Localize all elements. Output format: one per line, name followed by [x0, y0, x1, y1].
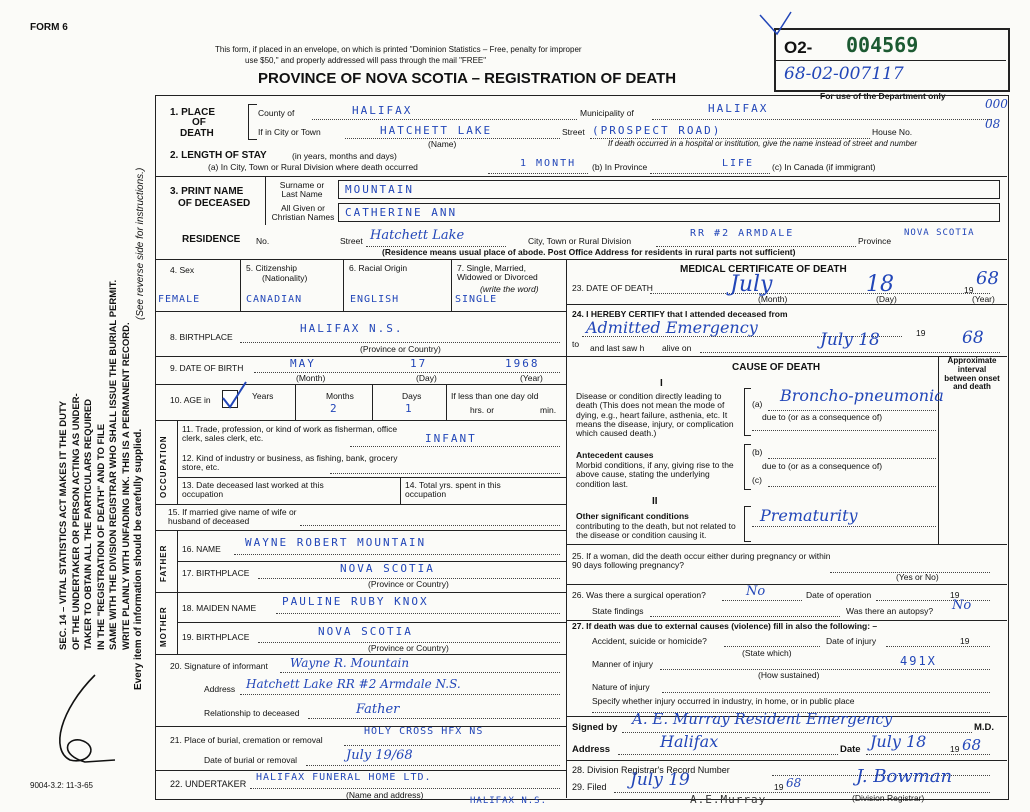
statute-text: SEC. 14 – VITAL STATISTICS ACT MAKES IT THE DUTY OF THE UNDERTAKER OR PERSON ACTING AS UNDER- TAKER TO OBTAIN ALL THE PARTICULARS REQUIRED IN THE "REGISTRATION OF DEATH" AND TO FILE SAME WITH THE DIVISION REGISTRAR WHO SHALL ISSUE THE BURIAL PERMIT. WRITE PLAINLY WITH UNFADING INK. THIS IS A PERMANENT RECORD. — [58, 279, 132, 650]
attended-year-value: 68 — [962, 328, 984, 348]
occupation-value: INFANT — [425, 432, 477, 445]
registrar-stamp: A.E.Murray — [690, 793, 767, 806]
given-names-value: CATHERINE ANN — [345, 206, 458, 219]
manner-of-injury-value: 491X — [900, 654, 937, 668]
dob-month-value: MAY — [290, 357, 316, 370]
stay-province-value: LIFE — [722, 158, 755, 169]
burial-date-value: July 19/68 — [346, 748, 413, 763]
informant-signature: Wayne R. Mountain — [290, 656, 410, 670]
corner-check-icon — [755, 10, 795, 40]
autopsy-value: No — [952, 598, 972, 613]
filed-year-value: 68 — [786, 776, 802, 790]
checkmark-icon — [220, 380, 250, 410]
reg-prefix: O2- — [784, 38, 813, 57]
physician-date: July 18 — [870, 732, 927, 751]
age-days-value: 1 — [405, 402, 414, 415]
registrar-signature: J. Bowman — [856, 766, 953, 787]
informant-relationship: Father — [356, 702, 400, 717]
residence-division-value: RR #2 ARMDALE — [690, 228, 795, 239]
father-name-value: WAYNE ROBERT MOUNTAIN — [245, 536, 427, 549]
reg-number: 004569 — [846, 33, 919, 57]
citizenship-value: CANADIAN — [246, 294, 303, 305]
dept-note: For use of the Department only — [820, 91, 946, 101]
county-value: HALIFAX — [352, 104, 413, 117]
burial-place-value: HOLY CROSS HFX NS — [364, 726, 484, 737]
cause-title: CAUSE OF DEATH — [732, 362, 821, 373]
mother-birthplace-value: NOVA SCOTIA — [318, 625, 413, 638]
sex-value: FEMALE — [158, 294, 201, 305]
death-day-value: 18 — [866, 272, 894, 297]
surname-value: MOUNTAIN — [345, 183, 414, 196]
print-code: 9004-3.2: 11-3-65 — [30, 781, 94, 790]
dept-code-2: 08 — [985, 117, 1001, 131]
surgical-operation-value: No — [746, 584, 766, 599]
dept-code-1: 000 — [985, 97, 1008, 111]
attended-from-value: Admitted Emergency — [586, 318, 758, 337]
birthplace-value: HALIFAX N.S. — [300, 322, 404, 335]
street-value: (PROSPECT ROAD) — [592, 124, 722, 137]
death-month-value: July — [730, 272, 773, 297]
reg-handwritten-number: 68-02-007117 — [784, 64, 904, 84]
filed-date-value: July 19 — [630, 770, 690, 790]
residence-province-value: NOVA SCOTIA — [904, 228, 975, 238]
place-of-death-label: 1. PLACE — [170, 107, 216, 118]
envelope-note: This form, if placed in an envelope, on which is printed "Dominion Statistics – Free, penalty for improper — [215, 45, 582, 54]
attended-to-value: July 18 — [820, 330, 880, 350]
residence-street-value: Hatchett Lake — [370, 228, 465, 243]
margin-initial-mark — [40, 670, 120, 770]
envelope-note-2: use $50," and properly addressed will pass through the mail "FREE" — [245, 56, 487, 65]
death-registration-form: FORM 6 This form, if placed in an envelope, on which is printed "Dominion Statistics – Free, penalty for improper use $50," and properly addressed will pass through the mail "FREE" PROVINCE OF NOVA SCOTIA – REGISTRATION OF DEATH O2- 004569 68-02-007117 For use of the Department only 000 08 SEC. 14 – VITAL STATISTICS ACT MAKES IT THE DUTY OF THE UNDERTAKER OR PERSON ACTING AS UNDER- TAKER TO OBTAIN ALL THE PARTICULARS REQUIRED IN THE "REGISTRATION OF DEATH" AND TO FILE SAME WITH THE DIVISION REGISTRAR WHO SHALL ISSUE THE BURIAL PERMIT. WRITE PLAINLY WITH UNFADING INK. THIS IS A PERMANENT RECORD. (See reverse side for instructions.) Every item of information should be carefully supplied. 9004-3.2: 11-3-65 1. PLACE OF DEATH County of HALIFAX Municipality of HALIFAX If in City or Town HATCHETT LAKE (Name) Street (PROSPECT ROAD) House No. If death occurred in a hospital or institution, give the name instead of street and number 2. LENGTH OF STAY (in years, months and days) (a) In City, Town or Rural Division where death occurred 1 MONTH (b) In Province LIFE (c) In Canada (if immigrant) 3. PRINT NAME OF DECEASED Surname or Last Name All Given or Christian Names MOUNTAIN CATHERINE ANN RESIDENCE No. Street Hatchett Lake City, Town or Rural Division RR #2 ARMDALE Province NOVA SCOTIA (Residence means usual place of abode. Post Office Address for residents in rural parts not sufficient) 4. Sex 5. Citizenship (Nationality) 6. Racial Origin 7. Single, Married, Widowed or Divorced (write the word) FEMALE CANADIAN ENGLISH SINGLE 8. BIRTHPLACE HALIFAX N.S. (Province or Country) 9. DATE OF BIRTH MAY 17 1968 (Month) (Day) (Year) 10. AGE in Years Months 2 Days 1 If less than one day old hrs. or min. OCCUPATION 11. Trade, profession, or kind of work as fisherman, office clerk, sales clerk, etc. INFANT 12. Kind of industry or business, as fishing, bank, grocery store, etc. 13. Date deceased last worked at this occupation 14. Total yrs. spent in this occupation 15. If married give name of wife or husband of deceased FATHER 16. NAME WAYNE ROBERT MOUNTAIN 17. BIRTHPLACE NOVA SCOTIA (Province or Country) MOTHER 18. MAIDEN NAME PAULINE RUBY KNOX 19. BIRTHPLACE NOVA SCOTIA (Province or Country) 20. Signature of informant Wayne R. Mountain Address Hatchett Lake RR #2 Armdale N.S. Relationship to deceased Father 21. Place of burial, cremation or removal HOLY CROSS HFX NS Date of burial or removal July 19/68 22. UNDERTAKER HALIFAX FUNERAL HOME LTD. HALIFAX N.S. (Name and address) MEDICAL CERTIFICATE OF DEATH 23. DATE OF DEATH July 18 19 68 (Month) (Day) (Year) 24. I HEREBY CERTIFY that I attended deceased from Admitted Emergency 19 to and last saw h alive on July 18 68 CAUSE OF DEATH Approximate interval between onset and death I Disease or condition directly leading to death (This does not mean the mode of dying, e.g., heart failure, asthenia, etc. It means the disease, injury, or complication which caused death.) (a) Broncho-pneumonia due to (or as a consequence of) Antecedent causes Morbid conditions, if any, giving rise to the above cause, stating the underlying condition last. (b) due to (or as a consequence of) (c) II Other significant conditions contributing to the death, but not related to the disease or condition causing it. Prematurity 25. If a woman, did the death occur either during pregnancy or within 90 days following pregnancy? (Yes or No) 26. Was there a surgical operation? No Date of operation 19 State findings Was there an autopsy? No 27. If death was due to external causes (violence) fill in also the following: – Accident, suicide or homicide? Date of injury 19 (State which) Manner of injury 491X (How sustained) Nature of injury Specify whether injury occurred in industry, in home, or in public place Signed by A. E. Murray Resident Emergency M.D. Address Halifax Date July 18 19 68 28. Division Registrar's Record Number 29. Filed July 19 19 68 J. Bowman (Division Registrar) A.E.Murray — [0, 0, 1030, 812]
informant-address: Hatchett Lake RR #2 Armdale N.S. — [246, 677, 461, 691]
marital-value: SINGLE — [455, 294, 498, 305]
form-title: PROVINCE OF NOVA SCOTIA – REGISTRATION OF DEATH — [258, 70, 677, 87]
undertaker-city: HALIFAX N.S. — [470, 796, 548, 806]
racial-origin-value: ENGLISH — [350, 294, 400, 305]
cause-a-value: Broncho-pneumonia — [780, 386, 944, 405]
physician-address: Halifax — [660, 732, 719, 751]
death-year-value: 68 — [976, 268, 999, 289]
father-birthplace-value: NOVA SCOTIA — [340, 562, 435, 575]
other-conditions-value: Prematurity — [760, 506, 858, 525]
undertaker-value: HALIFAX FUNERAL HOME LTD. — [256, 772, 432, 783]
municipality-value: HALIFAX — [708, 102, 769, 115]
dob-year-value: 1968 — [505, 357, 540, 370]
mother-maiden-value: PAULINE RUBY KNOX — [282, 595, 429, 608]
supply-note: Every item of information should be carefully supplied. — [133, 428, 144, 690]
dob-day-value: 17 — [410, 357, 428, 370]
physician-date-year: 68 — [962, 736, 982, 754]
physician-signature: A. E. Murray Resident Emergency — [632, 710, 893, 728]
reverse-note: (See reverse side for instructions.) — [135, 167, 146, 320]
city-value: HATCHETT LAKE — [380, 124, 493, 137]
occupation-side-label: OCCUPATION — [159, 435, 168, 498]
medical-certificate-title: MEDICAL CERTIFICATE OF DEATH — [680, 264, 847, 275]
form-number: FORM 6 — [30, 22, 68, 33]
hospital-note: If death occurred in a hospital or institution, give the name instead of street and number — [608, 139, 918, 148]
stay-city-value: 1 MONTH — [520, 158, 577, 169]
age-months-value: 2 — [330, 402, 339, 415]
